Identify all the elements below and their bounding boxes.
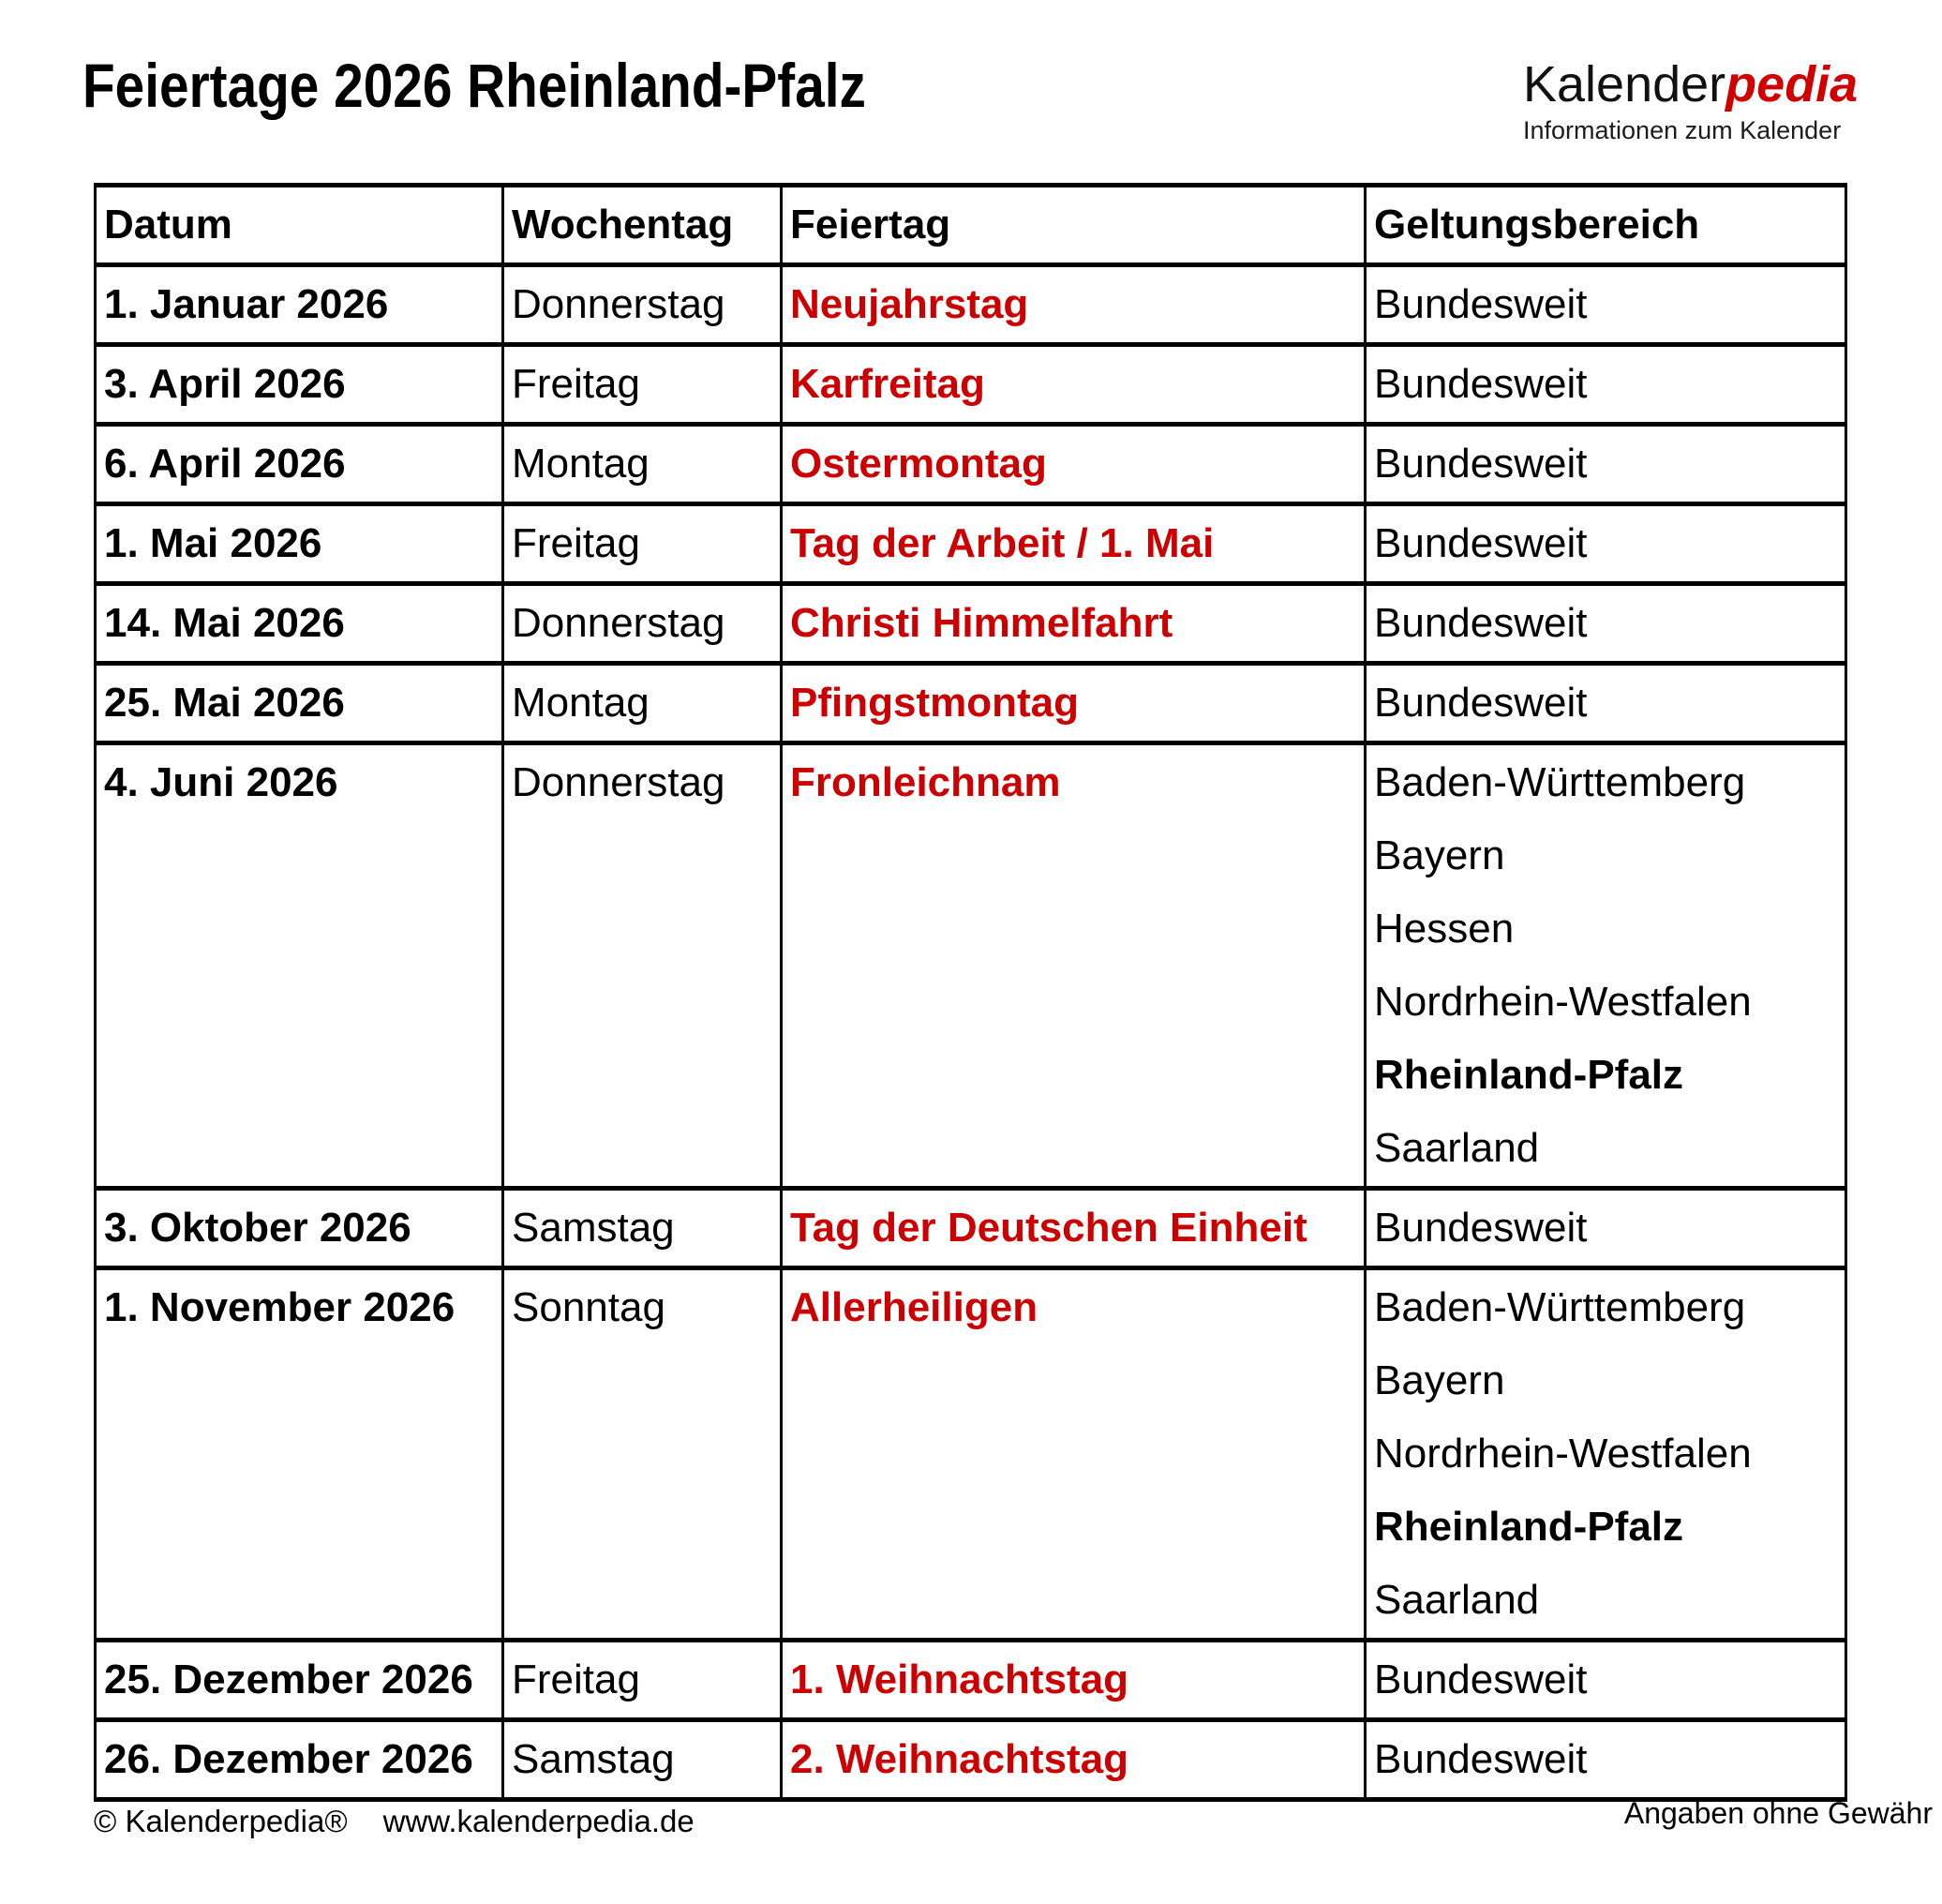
footer-copyright: © Kalenderpedia®: [94, 1804, 348, 1838]
logo-tagline: Informationen zum Kalender: [1523, 115, 1842, 144]
cell-feiertag: Allerheiligen: [782, 1268, 1366, 1641]
cell-feiertag: Neujahrstag: [782, 265, 1366, 345]
table-header-row: [96, 186, 1846, 265]
region-line: Bundesweit: [1374, 441, 1588, 487]
table-row: [96, 1268, 1846, 1641]
region-line: Bayern: [1374, 1357, 1505, 1403]
cell-geltungsbereich: [1366, 664, 1846, 743]
kalenderpedia-logo: [1523, 58, 1858, 145]
table-row: [96, 504, 1846, 584]
cell-feiertag: Ostermontag: [782, 425, 1366, 504]
region-line: Saarland: [1374, 1125, 1540, 1171]
cell-geltungsbereich: [1366, 743, 1846, 1189]
cell-wochentag: Donnerstag: [503, 265, 782, 345]
cell-geltungsbereich: [1366, 1720, 1846, 1800]
table-row: [96, 345, 1846, 425]
header-cell-geltungsbereich: Geltungsbereich: [1366, 186, 1846, 265]
region-line: Rheinland-Pfalz: [1374, 1052, 1684, 1098]
cell-feiertag: Fronleichnam: [782, 743, 1366, 1189]
cell-feiertag: Pfingstmontag: [782, 664, 1366, 743]
cell-wochentag: Donnerstag: [503, 743, 782, 1189]
cell-wochentag: Freitag: [503, 345, 782, 425]
table-row: [96, 425, 1846, 504]
cell-feiertag: Tag der Arbeit / 1. Mai: [782, 504, 1366, 584]
logo-text-pedia: pedia: [1725, 56, 1859, 112]
cell-datum: 3. Oktober 2026: [96, 1189, 503, 1268]
table-row: [96, 743, 1846, 1189]
page-title: Feiertage 2026 Rheinland-Pfalz: [82, 51, 866, 120]
cell-datum: 26. Dezember 2026: [96, 1720, 503, 1800]
logo-wordmark: [1523, 58, 1858, 112]
footer-website: www.kalenderpedia.de: [382, 1804, 695, 1838]
region-line: Bundesweit: [1374, 1736, 1588, 1782]
table-row: [96, 1189, 1846, 1268]
cell-datum: 4. Juni 2026: [96, 743, 503, 1189]
table-row: [96, 1641, 1846, 1720]
header-cell-feiertag: Feiertag: [782, 186, 1366, 265]
cell-wochentag: Montag: [503, 425, 782, 504]
cell-geltungsbereich: [1366, 265, 1846, 345]
header-cell-wochentag: Wochentag: [503, 186, 782, 265]
cell-wochentag: Freitag: [503, 1641, 782, 1720]
table-row: [96, 1720, 1846, 1800]
cell-feiertag: 2. Weihnachtstag: [782, 1720, 1366, 1800]
cell-datum: 1. Januar 2026: [96, 265, 503, 345]
region-line: Saarland: [1374, 1577, 1540, 1623]
cell-geltungsbereich: [1366, 1189, 1846, 1268]
cell-wochentag: Freitag: [503, 504, 782, 584]
cell-wochentag: Montag: [503, 664, 782, 743]
cell-datum: 25. Mai 2026: [96, 664, 503, 743]
table-row: [96, 584, 1846, 664]
cell-geltungsbereich: [1366, 425, 1846, 504]
cell-feiertag: Tag der Deutschen Einheit: [782, 1189, 1366, 1268]
cell-wochentag: Samstag: [503, 1189, 782, 1268]
region-line: Bundesweit: [1374, 281, 1588, 327]
region-line: Rheinland-Pfalz: [1374, 1504, 1684, 1550]
cell-feiertag: Karfreitag: [782, 345, 1366, 425]
region-line: Nordrhein-Westfalen: [1374, 979, 1752, 1025]
footer-disclaimer: Angaben ohne Gewähr: [1623, 1796, 1933, 1830]
table-row: [96, 265, 1846, 345]
cell-datum: 25. Dezember 2026: [96, 1641, 503, 1720]
region-line: Bundesweit: [1374, 361, 1588, 407]
header-cell-datum: Datum: [96, 186, 503, 265]
region-line: Baden-Württemberg: [1374, 1284, 1746, 1330]
region-line: Bundesweit: [1374, 1205, 1588, 1251]
cell-datum: 1. Mai 2026: [96, 504, 503, 584]
cell-wochentag: Samstag: [503, 1720, 782, 1800]
cell-datum: 3. April 2026: [96, 345, 503, 425]
table-row: [96, 664, 1846, 743]
region-line: Baden-Württemberg: [1374, 759, 1746, 805]
cell-feiertag: Christi Himmelfahrt: [782, 584, 1366, 664]
cell-geltungsbereich: [1366, 1268, 1846, 1641]
footer: [94, 1804, 695, 1839]
region-line: Hessen: [1374, 906, 1515, 952]
cell-geltungsbereich: [1366, 1641, 1846, 1720]
cell-wochentag: Sonntag: [503, 1268, 782, 1641]
region-line: Bundesweit: [1374, 680, 1588, 726]
cell-datum: 1. November 2026: [96, 1268, 503, 1641]
logo-text-kalender: Kalender: [1523, 56, 1726, 112]
region-line: Bundesweit: [1374, 1657, 1588, 1702]
cell-geltungsbereich: [1366, 584, 1846, 664]
region-line: Bayern: [1374, 832, 1505, 878]
cell-wochentag: Donnerstag: [503, 584, 782, 664]
holidays-table: [94, 183, 1847, 1802]
region-line: Nordrhein-Westfalen: [1374, 1431, 1752, 1477]
region-line: Bundesweit: [1374, 520, 1588, 566]
region-line: Bundesweit: [1374, 600, 1588, 646]
cell-datum: 6. April 2026: [96, 425, 503, 504]
cell-geltungsbereich: [1366, 504, 1846, 584]
holidays-table-body: [96, 265, 1846, 1800]
cell-datum: 14. Mai 2026: [96, 584, 503, 664]
cell-feiertag: 1. Weihnachtstag: [782, 1641, 1366, 1720]
cell-geltungsbereich: [1366, 345, 1846, 425]
